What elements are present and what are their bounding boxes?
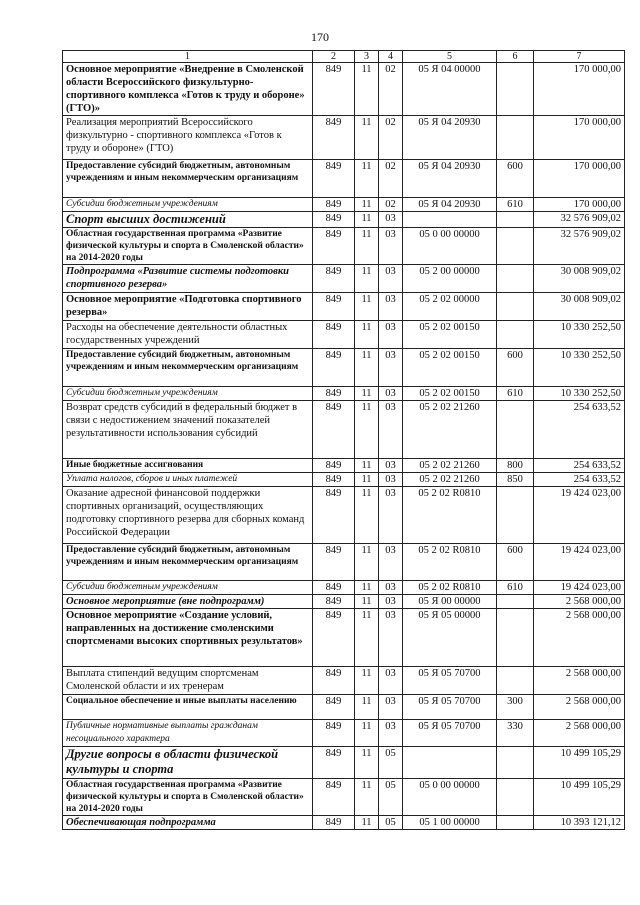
table-row — [63, 667, 625, 695]
row-amount: 170 000,00 — [534, 63, 625, 116]
row-admin-code: 849 — [313, 198, 355, 212]
row-amount: 2 568 000,00 — [534, 595, 625, 609]
row-expense-type: 610 — [497, 387, 534, 401]
row-subsection-code: 03 — [379, 487, 403, 544]
row-amount: 10 499 105,29 — [534, 779, 625, 816]
row-section-code: 11 — [355, 816, 379, 830]
header-col-4: 4 — [379, 51, 403, 63]
row-target-article: 05 2 02 21260 — [403, 473, 497, 487]
row-target-article: 05 Я 05 70700 — [403, 720, 497, 747]
header-col-5: 5 — [403, 51, 497, 63]
row-admin-code: 849 — [313, 293, 355, 321]
row-description: Оказание адресной финансовой поддержки спортивных организаций, осуществляющих подготовку спортивного резерва для сборных команд Российской Федерации — [63, 487, 313, 544]
row-expense-type — [497, 816, 534, 830]
header-col-6: 6 — [497, 51, 534, 63]
row-admin-code: 849 — [313, 387, 355, 401]
row-target-article: 05 2 02 21260 — [403, 401, 497, 459]
row-description: Спорт высших достижений — [63, 212, 313, 228]
row-admin-code: 849 — [313, 544, 355, 581]
row-admin-code: 849 — [313, 116, 355, 160]
row-admin-code: 849 — [313, 667, 355, 695]
row-section-code: 11 — [355, 747, 379, 779]
table-row — [63, 609, 625, 667]
row-expense-type — [497, 667, 534, 695]
row-section-code: 11 — [355, 116, 379, 160]
row-description: Иные бюджетные ассигнования — [63, 459, 313, 473]
row-admin-code: 849 — [313, 401, 355, 459]
row-section-code: 11 — [355, 349, 379, 387]
row-expense-type — [497, 401, 534, 459]
row-amount: 30 008 909,02 — [534, 293, 625, 321]
table-row — [63, 265, 625, 293]
row-section-code: 11 — [355, 228, 379, 265]
row-target-article — [403, 747, 497, 779]
row-amount: 2 568 000,00 — [534, 695, 625, 720]
table-row — [63, 387, 625, 401]
row-target-article: 05 2 02 00150 — [403, 349, 497, 387]
row-target-article: 05 Я 05 00000 — [403, 609, 497, 667]
row-subsection-code: 03 — [379, 581, 403, 595]
row-target-article: 05 0 00 00000 — [403, 228, 497, 265]
row-subsection-code: 03 — [379, 321, 403, 349]
row-target-article: 05 2 02 R0810 — [403, 487, 497, 544]
row-admin-code: 849 — [313, 228, 355, 265]
row-target-article: 05 Я 04 20930 — [403, 116, 497, 160]
row-admin-code: 849 — [313, 747, 355, 779]
row-description: Расходы на обеспечение деятельности областных государственных учреждений — [63, 321, 313, 349]
row-target-article: 05 1 00 00000 — [403, 816, 497, 830]
row-amount: 10 330 252,50 — [534, 349, 625, 387]
row-description: Областная государственная программа «Развитие физической культуры и спорта в Смоленской области» на 2014-2020 годы — [63, 228, 313, 265]
row-admin-code: 849 — [313, 349, 355, 387]
row-description: Основное мероприятие «Подготовка спортивного резерва» — [63, 293, 313, 321]
row-admin-code: 849 — [313, 265, 355, 293]
row-subsection-code: 03 — [379, 695, 403, 720]
row-section-code: 11 — [355, 293, 379, 321]
header-col-1: 1 — [63, 51, 313, 63]
row-admin-code: 849 — [313, 609, 355, 667]
row-description: Основное мероприятие (вне подпрограмм) — [63, 595, 313, 609]
row-target-article: 05 2 00 00000 — [403, 265, 497, 293]
row-target-article: 05 Я 04 20930 — [403, 198, 497, 212]
table-row — [63, 581, 625, 595]
row-subsection-code: 03 — [379, 349, 403, 387]
row-admin-code: 849 — [313, 695, 355, 720]
table-row — [63, 321, 625, 349]
row-subsection-code: 02 — [379, 63, 403, 116]
row-subsection-code: 03 — [379, 459, 403, 473]
row-section-code: 11 — [355, 473, 379, 487]
row-description: Возврат средств субсидий в федеральный бюджет в связи с недостижением значений показателей результативности использования субсидий — [63, 401, 313, 459]
row-section-code: 11 — [355, 544, 379, 581]
row-expense-type — [497, 265, 534, 293]
row-target-article: 05 0 00 00000 — [403, 779, 497, 816]
table-row — [63, 293, 625, 321]
row-expense-type — [497, 609, 534, 667]
row-section-code: 11 — [355, 779, 379, 816]
row-amount: 19 424 023,00 — [534, 581, 625, 595]
row-description: Субсидии бюджетным учреждениям — [63, 198, 313, 212]
row-target-article: 05 Я 05 70700 — [403, 667, 497, 695]
table-row — [63, 198, 625, 212]
table-row — [63, 595, 625, 609]
row-target-article: 05 2 02 21260 — [403, 459, 497, 473]
row-admin-code: 849 — [313, 816, 355, 830]
row-description: Уплата налогов, сборов и иных платежей — [63, 473, 313, 487]
row-description: Другие вопросы в области физической культуры и спорта — [63, 747, 313, 779]
row-admin-code: 849 — [313, 581, 355, 595]
row-section-code: 11 — [355, 459, 379, 473]
row-expense-type: 600 — [497, 160, 534, 198]
row-expense-type: 600 — [497, 349, 534, 387]
row-section-code: 11 — [355, 667, 379, 695]
table-row — [63, 544, 625, 581]
table-row — [63, 459, 625, 473]
row-admin-code: 849 — [313, 487, 355, 544]
row-amount: 19 424 023,00 — [534, 487, 625, 544]
row-amount: 170 000,00 — [534, 198, 625, 212]
row-subsection-code: 02 — [379, 160, 403, 198]
row-section-code: 11 — [355, 63, 379, 116]
table-row — [63, 160, 625, 198]
row-admin-code: 849 — [313, 459, 355, 473]
row-subsection-code: 03 — [379, 228, 403, 265]
row-target-article: 05 2 02 00000 — [403, 293, 497, 321]
row-expense-type: 850 — [497, 473, 534, 487]
row-target-article: 05 2 02 R0810 — [403, 544, 497, 581]
row-subsection-code: 03 — [379, 473, 403, 487]
row-subsection-code: 02 — [379, 116, 403, 160]
row-expense-type — [497, 228, 534, 265]
row-subsection-code: 05 — [379, 779, 403, 816]
table-row — [63, 720, 625, 747]
row-subsection-code: 03 — [379, 544, 403, 581]
row-amount: 32 576 909,02 — [534, 212, 625, 228]
table-row — [63, 487, 625, 544]
table-row — [63, 63, 625, 116]
row-section-code: 11 — [355, 487, 379, 544]
row-amount: 2 568 000,00 — [534, 720, 625, 747]
row-section-code: 11 — [355, 581, 379, 595]
row-expense-type: 600 — [497, 544, 534, 581]
row-subsection-code: 03 — [379, 265, 403, 293]
row-subsection-code: 03 — [379, 293, 403, 321]
row-section-code: 11 — [355, 321, 379, 349]
row-description: Предоставление субсидий бюджетным, автономным учреждениям и иным некоммерческим организациям — [63, 160, 313, 198]
row-target-article: 05 Я 04 00000 — [403, 63, 497, 116]
row-amount: 170 000,00 — [534, 160, 625, 198]
row-amount: 170 000,00 — [534, 116, 625, 160]
table-row — [63, 779, 625, 816]
table-row — [63, 473, 625, 487]
row-subsection-code: 05 — [379, 816, 403, 830]
row-target-article: 05 2 02 00150 — [403, 321, 497, 349]
row-expense-type: 330 — [497, 720, 534, 747]
row-section-code: 11 — [355, 401, 379, 459]
row-expense-type: 610 — [497, 198, 534, 212]
row-description: Основное мероприятие «Создание условий, направленных на достижение смоленскими спортсменами высоких спортивных результатов» — [63, 609, 313, 667]
row-expense-type: 610 — [497, 581, 534, 595]
row-section-code: 11 — [355, 160, 379, 198]
row-subsection-code: 02 — [379, 198, 403, 212]
row-amount: 2 568 000,00 — [534, 667, 625, 695]
row-description: Обеспечивающая подпрограмма — [63, 816, 313, 830]
row-amount: 19 424 023,00 — [534, 544, 625, 581]
row-admin-code: 849 — [313, 212, 355, 228]
row-amount: 254 633,52 — [534, 473, 625, 487]
row-subsection-code: 03 — [379, 667, 403, 695]
row-description: Подпрограмма «Развитие системы подготовки спортивного резерва» — [63, 265, 313, 293]
row-subsection-code: 03 — [379, 387, 403, 401]
row-description: Публичные нормативные выплаты гражданам несоциального характера — [63, 720, 313, 747]
row-target-article — [403, 212, 497, 228]
row-subsection-code: 05 — [379, 747, 403, 779]
table-row — [63, 816, 625, 830]
row-amount: 10 330 252,50 — [534, 387, 625, 401]
row-description: Выплата стипендий ведущим спортсменам Смоленской области и их тренерам — [63, 667, 313, 695]
row-subsection-code: 03 — [379, 609, 403, 667]
row-section-code: 11 — [355, 695, 379, 720]
row-description: Реализация мероприятий Всероссийского физкультурно - спортивного комплекса «Готов к труду и обороне» (ГТО) — [63, 116, 313, 160]
header-col-3: 3 — [355, 51, 379, 63]
row-admin-code: 849 — [313, 473, 355, 487]
row-amount: 30 008 909,02 — [534, 265, 625, 293]
row-section-code: 11 — [355, 387, 379, 401]
row-section-code: 11 — [355, 595, 379, 609]
row-description: Областная государственная программа «Развитие физической культуры и спорта в Смоленской области» на 2014-2020 годы — [63, 779, 313, 816]
table-row — [63, 695, 625, 720]
row-expense-type — [497, 487, 534, 544]
row-expense-type — [497, 321, 534, 349]
row-admin-code: 849 — [313, 779, 355, 816]
page-number: 170 — [311, 30, 329, 44]
row-admin-code: 849 — [313, 595, 355, 609]
row-target-article: 05 2 02 00150 — [403, 387, 497, 401]
row-section-code: 11 — [355, 212, 379, 228]
row-expense-type: 800 — [497, 459, 534, 473]
row-target-article: 05 Я 04 20930 — [403, 160, 497, 198]
row-amount: 254 633,52 — [534, 401, 625, 459]
row-expense-type — [497, 293, 534, 321]
table-row — [63, 349, 625, 387]
row-amount: 32 576 909,02 — [534, 228, 625, 265]
row-expense-type: 300 — [497, 695, 534, 720]
table-row — [63, 212, 625, 228]
table-row — [63, 401, 625, 459]
row-amount: 254 633,52 — [534, 459, 625, 473]
row-description: Субсидии бюджетным учреждениям — [63, 581, 313, 595]
row-expense-type — [497, 63, 534, 116]
row-amount: 10 499 105,29 — [534, 747, 625, 779]
header-col-7: 7 — [534, 51, 625, 63]
row-expense-type — [497, 116, 534, 160]
row-admin-code: 849 — [313, 160, 355, 198]
row-admin-code: 849 — [313, 63, 355, 116]
table-row — [63, 228, 625, 265]
row-amount: 10 393 121,12 — [534, 816, 625, 830]
row-subsection-code: 03 — [379, 720, 403, 747]
row-target-article: 05 2 02 R0810 — [403, 581, 497, 595]
row-description: Основное мероприятие «Внедрение в Смоленской области Всероссийского физкультурно-спортивного комплекса «Готов к труду и обороне» (ГТО)» — [63, 63, 313, 116]
row-expense-type — [497, 595, 534, 609]
row-subsection-code: 03 — [379, 212, 403, 228]
table-row — [63, 116, 625, 160]
row-section-code: 11 — [355, 265, 379, 293]
row-description: Субсидии бюджетным учреждениям — [63, 387, 313, 401]
row-description: Социальное обеспечение и иные выплаты населению — [63, 695, 313, 720]
row-section-code: 11 — [355, 198, 379, 212]
table-row — [63, 747, 625, 779]
row-section-code: 11 — [355, 720, 379, 747]
row-description: Предоставление субсидий бюджетным, автономным учреждениям и иным некоммерческим организациям — [63, 349, 313, 387]
row-expense-type — [497, 747, 534, 779]
row-section-code: 11 — [355, 609, 379, 667]
row-amount: 2 568 000,00 — [534, 609, 625, 667]
row-expense-type — [497, 212, 534, 228]
row-admin-code: 849 — [313, 720, 355, 747]
row-admin-code: 849 — [313, 321, 355, 349]
row-target-article: 05 Я 05 70700 — [403, 695, 497, 720]
header-col-2: 2 — [313, 51, 355, 63]
budget-table — [62, 50, 625, 830]
row-target-article: 05 Я 00 00000 — [403, 595, 497, 609]
row-expense-type — [497, 779, 534, 816]
row-description: Предоставление субсидий бюджетным, автономным учреждениям и иным некоммерческим организациям — [63, 544, 313, 581]
table-header-row — [63, 51, 625, 63]
row-amount: 10 330 252,50 — [534, 321, 625, 349]
row-subsection-code: 03 — [379, 595, 403, 609]
row-subsection-code: 03 — [379, 401, 403, 459]
